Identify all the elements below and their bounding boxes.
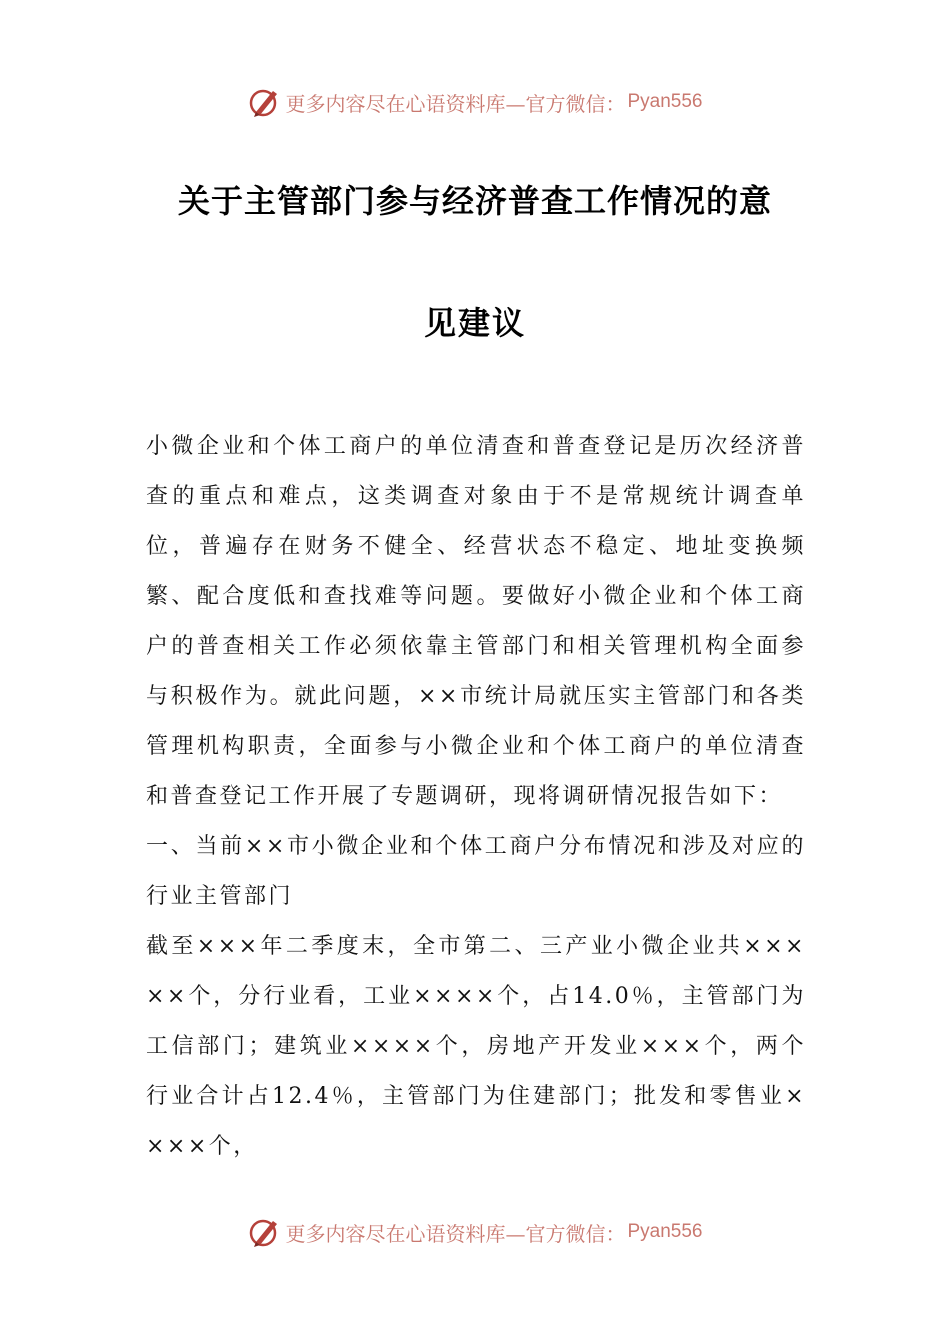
- intro-paragraph: 小微企业和个体工商户的单位清查和普查登记是历次经济普查的重点和难点，这类调查对象由于不是常规统计调查单位，普遍存在财务不健全、经营状态不稳定、地址变换频繁、配合度低和查找难等问题。要做好小微企业和个体工商户的普查相关工作必须依靠主管部门和相关管理机构全面参与积极作为。就此问题，××市统计局就压实主管部门和各类管理机构职责，全面参与小微企业和个体工商户的单位清查和普查登记工作开展了专题调研，现将调研情况报告如下：: [146, 434, 806, 809]
- watermark-handle: Pyan556: [627, 1221, 703, 1242]
- watermark-text: 更多内容尽在心语资料库—官方微信：: [285, 91, 626, 116]
- document-title-line-2: 见建议: [423, 304, 526, 342]
- watermark-handle: Pyan556: [627, 91, 703, 112]
- section-heading: 一、当前××市小微企业和个体工商户分布情况和涉及对应的行业主管部门: [146, 834, 806, 909]
- document-body: [146, 422, 806, 1172]
- pen-circle-logo-icon: [247, 85, 281, 119]
- section-paragraph: 截至×××年二季度末，全市第二、三产业小微企业共×××××个，分行业看，工业××××个，占14.0％，主管部门为工信部门；建筑业××××个，房地产开发业×××个，两个行业合计占12.4％，主管部门为住建部门；批发和零售业××××个，: [146, 934, 806, 1159]
- document-title-line-1: 关于主管部门参与经济普查工作情况的意: [177, 182, 772, 220]
- watermark-footer: [0, 1212, 950, 1252]
- pen-circle-logo-icon: [247, 1215, 281, 1249]
- watermark-text: 更多内容尽在心语资料库—官方微信：: [285, 1221, 626, 1246]
- watermark-header: [0, 82, 950, 122]
